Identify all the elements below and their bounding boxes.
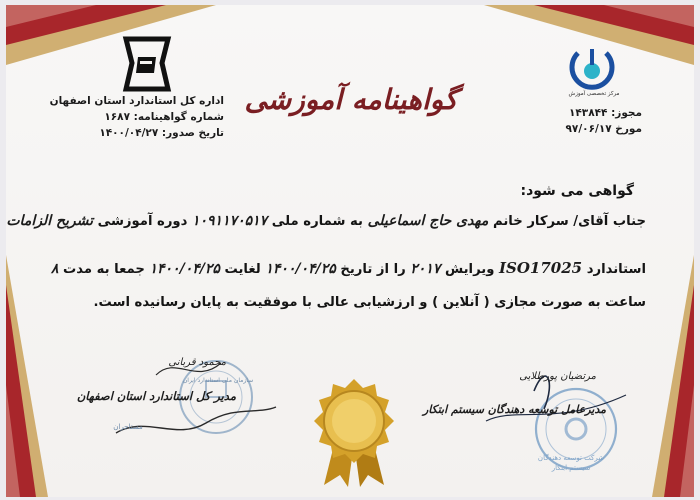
standard-label: استاندارد	[586, 262, 646, 277]
certificate-heading: گواهی می شود:	[520, 183, 634, 199]
isiri-logo	[118, 33, 176, 95]
left-stamp-city: مستاجران	[113, 423, 143, 431]
duration-hours: ۸	[50, 261, 59, 277]
body-line-1	[6, 213, 646, 229]
recipient-name: مهدی حاج اسماعیلی	[367, 213, 489, 229]
course-label: دوره آموزشی	[97, 214, 188, 229]
right-signer-title: مدیرعامل توسعه دهندگان سیستم ابتکار	[422, 403, 606, 416]
date-from: ۱۴۰۰/۰۴/۲۵	[265, 261, 336, 277]
date-to-label: لغایت	[224, 262, 261, 277]
issuer-info	[49, 93, 224, 141]
edition-label: ویرایش	[444, 262, 495, 277]
recipient-prefix: جناب آقای/ سرکار خانم	[492, 214, 646, 229]
left-signer-title: مدیر کل استاندارد استان اصفهان	[76, 389, 236, 403]
certificate-number: شماره گواهینامه: ۱۶۸۷	[104, 111, 224, 123]
certificate-title: گواهینامه آموزشی	[244, 83, 458, 116]
standard-code: ISO17025	[499, 259, 583, 277]
permit-info	[546, 105, 642, 137]
issuer-name: اداره کل استاندارد استان اصفهان	[49, 95, 224, 107]
issue-date: تاریخ صدور: ۱۴۰۰/۰۴/۲۷	[99, 127, 224, 139]
body-line-3: ساعت به صورت مجازی ( آنلاین ) و ارزشیابی عالی با موفقیت به پایان رسانیده است.	[93, 295, 646, 310]
national-id: ۱۰۹۱۱۷۰۵۱۷	[192, 213, 268, 229]
date-to: ۱۴۰۰/۰۴/۲۵	[149, 261, 220, 277]
duration-label: جمعا به مدت	[62, 262, 145, 277]
right-stamp-text	[526, 453, 616, 473]
body-line-2	[50, 259, 646, 277]
certificate-paper	[6, 5, 694, 497]
permit-number: مجوز: ۱۴۳۸۴۴	[568, 107, 642, 119]
training-center-logo	[564, 45, 620, 93]
training-center-caption: مرکز تخصصی آموزش	[568, 91, 620, 97]
edition-year: ۲۰۱۷	[410, 261, 441, 277]
permit-date: مورخ ۹۷/۰۶/۱۷	[565, 123, 642, 135]
national-id-label: به شماره ملی	[271, 214, 363, 229]
right-stamp-line-1: شرکت توسعه دهندگان	[537, 454, 605, 462]
right-stamp-line-2: سیستم ابتکار	[551, 464, 591, 472]
left-signer-name: محمود قربانی	[168, 357, 226, 368]
date-from-label: را از تاریخ	[340, 262, 406, 277]
right-signer-name: مرتضیان پورطلایی	[519, 371, 596, 382]
gold-seal	[306, 377, 402, 487]
course-name: تشریح الزامات	[6, 213, 94, 229]
left-stamp-org: سازمان ملی استاندارد ایران	[182, 377, 254, 384]
